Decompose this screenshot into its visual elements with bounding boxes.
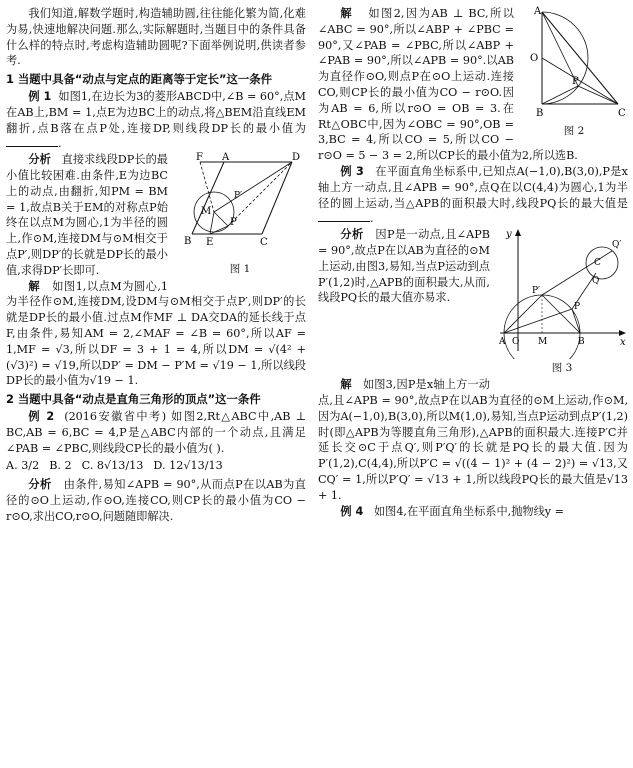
figure-1: [174, 152, 306, 278]
solution1-label: 解: [28, 279, 41, 293]
answer-blank: [6, 136, 58, 147]
label-F: F: [196, 152, 203, 164]
fig3-label-O: O: [512, 337, 520, 348]
example2-paragraph: [6, 409, 306, 456]
example2-options: [6, 458, 306, 474]
fig3-label-Q: Q: [592, 276, 600, 287]
figure-2-diagram: [520, 4, 628, 122]
example4-label: 例 4: [340, 504, 364, 518]
label-A: A: [222, 152, 230, 164]
label-B: B: [184, 236, 192, 248]
solution3-paragraph: [318, 377, 628, 503]
example3-text: 在平面直角坐标系中,已知点A(−1,0),B(3,0),P是x轴上方一动点,且∠APB = 90°,点Q在以C(4,4)为圆心,1为半径的圆上运动,当△APB的面积最大时,线段PQ长的最大值是: [318, 165, 628, 210]
answer-blank-3: [318, 211, 370, 222]
fig3-label-A: A: [499, 337, 506, 348]
fig3-label-Q-prime: Q′: [612, 240, 622, 251]
figure-2-caption: 图 2: [563, 125, 585, 137]
example2-label: 例 2: [28, 409, 55, 423]
right-column: [318, 6, 628, 519]
option-d: D. 12√13/13: [153, 459, 223, 473]
fig2-label-C: C: [618, 108, 626, 119]
intro-paragraph: 我们知道,解数学题时,构造辅助圆,往往能化繁为简,化难为易,快速地解决问题.那么,实际解题时,当题目中的条件具备什么样的特点时,考虑构造辅助圆呢?下面举例说明,供读者参考.: [6, 7, 306, 68]
solution3-label: 解: [340, 378, 352, 392]
example1-text: 如图1,在边长为3的菱形ABCD中,∠B = 60°,点M在AB上,BM = 1,点E为边BC上的动点,将△BEM沿直线EM翻折,点B落在点P处,连接DP,则线段DP长的最小值为: [6, 89, 306, 135]
fig2-label-P: P: [572, 76, 579, 87]
example4-text: 如图4,在平面直角坐标系中,抛物线y =: [373, 504, 565, 518]
solution1-text: 如图1,以点M为圆心,1为半径作⊙M,连接DM,设DM与⊙M相交于点P′,则DP′的长就是DP长的最小值.过点M作MF ⊥ DA交DA的延长线于点F,由条件,易知AM = 2,∠MAF = ∠B = 60°,所以AF = 1,MF = √3,所以DF = 3 + 1 = 4,所以DM = √(4² + (√3)²) = √19,所以DP′ = DM − P′M = √19 − 1,所以线段DP长的最小值为√19 − 1.: [6, 279, 306, 388]
label-P: P: [230, 217, 237, 229]
option-c: C. 8√13/13: [81, 459, 144, 473]
solution3-text: 如图3,因P是x轴上方一动点,且∠APB = 90°,故点P在以AB为直径的⊙M上运动,作⊙M,因为A(−1,0),B(3,0),所以M(1,0),易知,当点P运动到点P′(1,2)时(即△APB为等腰直角三角形),△APB的面积最大.连接P′C并延长交⊙C于点Q′,则P′Q′的长就是PQ长的最大值.因为P′(1,2),C(4,4),所以P′C = √((4 − 1)² + (4 − 2)²) = √13,又CQ′ = 1,所以P′Q′ = √13 + 1,所以线段PQ长的最大值是√13 + 1.: [318, 378, 628, 502]
label-D: D: [292, 152, 301, 164]
example4-paragraph: [318, 504, 628, 520]
figure-1-caption: 图 1: [229, 263, 251, 276]
fig3-label-x: x: [620, 337, 626, 349]
fig3-label-P-prime: P′: [532, 286, 541, 297]
fig2-label-B: B: [536, 108, 544, 119]
figure-3: [496, 227, 628, 377]
option-a: A. 3/2: [6, 459, 40, 473]
solution2-label: 解: [340, 7, 354, 20]
section1-heading: 1 当题中具备“动点与定点的距离等于定长”这一条件: [6, 72, 273, 87]
figure-3-caption: 图 3: [551, 362, 573, 375]
label-E: E: [206, 237, 214, 249]
example2-text: (2016安徽省中考) 如图2,Rt△ABC中,AB ⊥ BC,AB = 6,BC = 4,P是△ABC内部的一个动点,且满足∠PAB = ∠PBC,则线段CP长的最小值为( ).: [6, 409, 306, 455]
analysis3-label: 分析: [340, 228, 364, 242]
section2-heading: 2 当题中具备“动点是直角三角形的顶点”这一条件: [6, 392, 261, 407]
analysis1-block: [6, 152, 306, 278]
example3-paragraph: 例 3 在平面直角坐标系中,已知点A(−1,0),B(3,0),P是x轴上方一动点,且∠APB = 90°,点Q在以C(4,4)为圆心,1为半径的圆上运动,当△APB的面积最大时,线段PQ长的最大值是 .: [318, 165, 628, 226]
label-M: M: [201, 206, 212, 218]
analysis2-text: 由条件,易知∠APB = 90°,从而点P在以AB为直径的⊙O上运动,作⊙O,连接CO,则CP长的最小值为CO − r⊙O,求出CO,r⊙O,问题随即解决.: [6, 478, 306, 523]
solution2-text: 如图2,因为AB ⊥ BC,所以∠ABC = 90°,所以∠ABP + ∠PBC = 90°,又∠PAB = ∠PBC,所以∠ABP + ∠PAB = 90°,所以∠APB = 90°.以AB为直径作⊙O,则点P在⊙O上运动.连接CO,则CP长的最小值为CO − r⊙O.因为AB = 6,所以r⊙O = OB = 3.在Rt△OBC中,因为∠OBC = 90°,OB = 3,BC = 4,所以CO = 5,所以CO − r⊙O = 5 − 3 = 2,所以CP长的最小值为2,所以选B.: [318, 7, 578, 163]
analysis3-text: 因P是一动点,且∠APB = 90°,故点P在以AB为直径的⊙M上运动,由图3,易知,当点P运动到点P′(1,2)时,△APB的面积最大,从而,线段PQ长的最大值亦易求.: [318, 228, 490, 305]
fig3-label-B: B: [578, 337, 585, 348]
analysis3-block: [318, 227, 628, 377]
example1-label: 例 1: [28, 89, 52, 103]
option-b: B. 2: [49, 459, 72, 473]
fig3-label-C: C: [594, 258, 601, 269]
solution1-paragraph: [6, 279, 306, 390]
fig3-label-y: y: [506, 229, 512, 241]
fig3-label-P: P: [574, 302, 581, 313]
analysis2-paragraph: [6, 477, 306, 524]
figure-1-diagram: [174, 152, 306, 260]
fig2-label-A: A: [534, 6, 542, 17]
label-C: C: [260, 237, 268, 249]
label-P-prime: P′: [234, 191, 243, 202]
left-column: [6, 6, 306, 525]
figure-2: [520, 4, 628, 140]
figure-3-diagram: [496, 227, 628, 359]
analysis1-text: 直接求线段DP长的最小值比较困难.由条件,E为边BC上的动点,由翻折,知PM = BM = 1,故点B关于EM的对称点P始终在以点M为圆心,1为半径的圆上,作⊙M,连接DM与⊙M相交于点P′,则DP′的长就是DP长的最小值,求得DP′长即可.: [6, 153, 168, 277]
analysis2-label: 分析: [28, 478, 52, 492]
example3-label: 例 3: [340, 165, 364, 178]
analysis1-label: 分析: [28, 153, 51, 167]
example1-paragraph: 例 1 如图1,在边长为3的菱形ABCD中,∠B = 60°,点M在AB上,BM = 1,点E为边BC上的动点,将△BEM沿直线EM翻折,点B落在点P处,连接DP,则线段DP长的最小值为 .: [6, 89, 306, 151]
solution2-block: [318, 6, 628, 164]
fig2-label-O: O: [530, 53, 539, 64]
fig3-label-M: M: [538, 337, 548, 348]
